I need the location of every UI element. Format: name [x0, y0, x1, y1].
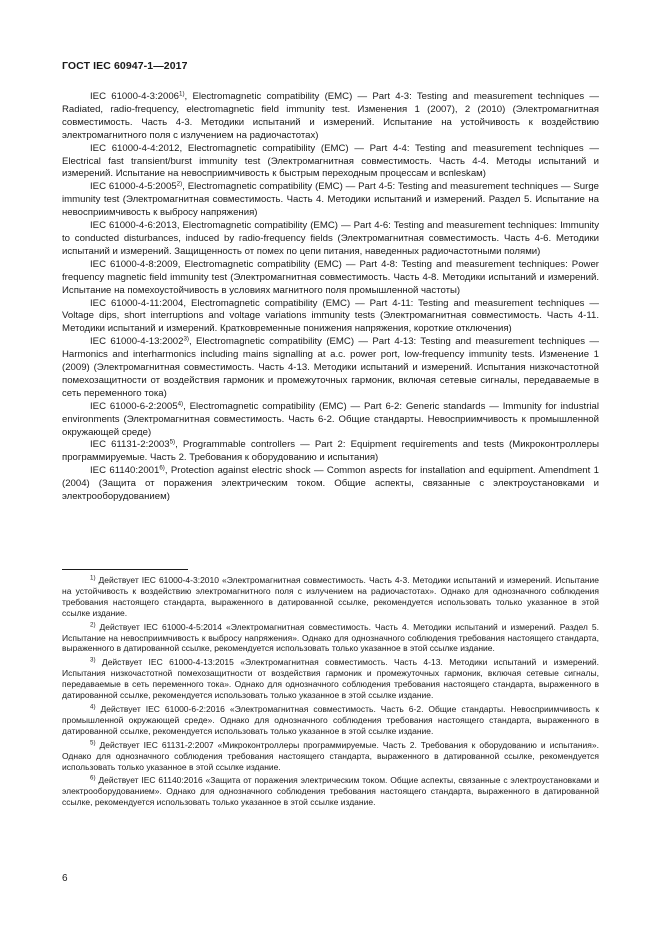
footnote-mark: 4)	[90, 703, 96, 711]
footnote	[62, 740, 599, 773]
footnote-mark: 3)	[183, 335, 189, 343]
footnote-mark: 1)	[179, 90, 185, 98]
reference-code: IEC 61000-4-8:2009	[90, 258, 178, 270]
footnote-mark: 6)	[159, 464, 165, 472]
footnote	[62, 704, 599, 737]
footnote-mark: 3)	[90, 656, 96, 664]
footnote	[62, 657, 599, 701]
footnotes-list	[62, 575, 599, 811]
reference-entry	[62, 143, 599, 182]
reference-entry	[62, 401, 599, 440]
reference-text: , Electromagnetic compatibility (EMC) — Part 4-8: Testing and measurement techniques: Power frequency magnetic field immunity test (Электромагнитная совместимость. Часть 4-8. Методики испытаний и измерений. Испытание на помехоустойчивость в условиях магнитного поля промышленной частоты)	[62, 258, 599, 296]
reference-entry	[62, 439, 599, 465]
footnote-divider	[62, 569, 188, 570]
reference-text: , Programmable controllers — Part 2: Equipment requirements and tests (Микроконтроллеры программируемые. Часть 2. Требования к оборудованию и испытания)	[62, 439, 599, 464]
reference-code: IEC 61000-4-6:2013	[90, 220, 177, 232]
reference-text: , Electromagnetic compatibility (EMC) — Part 4-4: Testing and measurement techniques — Electrical fast transient/burst immunity test (Электромагнитная совместимость. Часть 4-4. Методы испытаний и измерений. Испытание на невосприимчивость к быстрым переходным процессам и вспleskам)	[62, 142, 599, 180]
reference-entry	[62, 336, 599, 401]
footnote-mark: 4)	[177, 400, 184, 408]
reference-entry	[62, 91, 599, 143]
footnote	[62, 775, 599, 808]
footnote-text: Действует IEC 61000-4-3:2010 «Электромагнитная совместимость. Часть 4-3. Методики испытаний и измерений. Испытание на устойчивость к воздействию электромагнитного поля с излучением на радиочастотах». Однако для однозначного соблюдения требования настоящего стандарта, выраженного в датированной ссылке, рекомендуется использовать только указанное в этой ссылке издание.	[62, 575, 599, 618]
reference-code: IEC 61000-4-3:2006	[90, 91, 180, 102]
footnote-text: Действует IEC 61140:2016 «Защита от поражения электрическим током. Общие аспекты, связанные с электроустановками и электрооборудованием». Однако для однозначного соблюдения требования настоящего стандарта, выраженного в датированной ссылке, рекомендуется использовать только указанное в этой ссылке издание.	[62, 775, 599, 808]
reference-text: , Electromagnetic compatibility (EMC) — Part 4-6: Testing and measurement techniques: Immunity to conducted disturbances, induced by radio-frequency fields (Электромагнитная совместимость. Часть 4-6. Методики испытаний и измерений. Защищенность от помех по цепи питания, наведенных радиочастотными полями)	[62, 220, 600, 257]
reference-text: , Protection against electric shock — Common aspects for installation and equipment. Amendment 1 (2004) (Защита от поражения электрическим током. Общие аспекты, связанные с электроустановками и электрооборудованием)	[62, 465, 599, 503]
reference-code: IEC 61000-4-4:2012	[90, 142, 180, 154]
footnote	[62, 575, 599, 619]
footnote-text: Действует IEC 61000-4-13:2015 «Электромагнитная совместимость. Часть 4-13. Методики испытаний и измерений. Испытания низкочастотной помехозащитности от воздействия гармоник и промежуточных гармоник, включая сетевые сигналы, передаваемые в сеть переменного тока». Однако для однозначного соблюдения требования настоящего стандарта, выраженного в датированной ссылке, рекомендуется использовать только указанное в этой ссылке издание.	[62, 657, 599, 701]
reference-code: IEC 61000-4-13:2002	[90, 336, 184, 348]
reference-code: IEC 61000-4-11:2004	[90, 297, 184, 309]
page-header-title: ГОСТ IEC 60947-1—2017	[62, 60, 188, 72]
reference-text: , Electromagnetic compatibility (EMC) — Part 4-5: Testing and measurement techniques — Surge immunity test (Электромагнитная совместимость. Часть 4. Методики испытаний и измерений. Раздел 5. Испытание на невосприимчивость к выбросу напряжения)	[62, 181, 600, 219]
footnote-mark: 2)	[90, 621, 96, 629]
reference-code: IEC 61000-4-5:2005	[90, 181, 177, 193]
footnote-mark: 5)	[169, 438, 176, 446]
footnote-text: Действует IEC 61000-6-2:2016 «Электромагнитная совместимость. Часть 6-2. Общие стандарты. Невосприимчивость к промышленной окружающей среде». Однако для однозначного соблюдения требования настоящего стандарта, выраженного в датированной ссылке, рекомендуется использовать только указанное в этой ссылке издание.	[62, 703, 599, 736]
page-number: 6	[62, 873, 68, 884]
reference-entry	[62, 220, 599, 259]
reference-code: IEC 61131-2:2003	[90, 439, 170, 451]
footnote-text: Действует IEC 61131-2:2007 «Микроконтроллеры программируемые. Часть 2. Требования к оборудованию и испытания». Однако для однозначного соблюдения требования настоящего стандарта, выраженного в датированной ссылке, рекомендуется использовать только указанное в этой ссылке издание.	[62, 739, 599, 772]
reference-text: , Electromagnetic compatibility (EMC) — Part 6-2: Generic standards — Immunity for industrial environments (Электромагнитная совместимость. Часть 6-2. Общие стандарты. Невосприимчивость к промышленной окружающей среде)	[62, 400, 599, 438]
reference-entry	[62, 298, 599, 337]
normative-references-list	[62, 91, 599, 504]
footnote	[62, 622, 599, 655]
reference-entry	[62, 181, 599, 220]
footnote-mark: 5)	[90, 739, 96, 747]
footnote-mark: 6)	[90, 774, 96, 782]
reference-entry	[62, 259, 599, 298]
reference-code: IEC 61000-6-2:2005	[90, 400, 178, 412]
reference-code: IEC 61140:2001	[90, 465, 160, 477]
reference-text: , Electromagnetic compatibility (EMC) — Part 4-11: Testing and measurement techniques — Voltage dips, short interruptions and voltage variations immunity tests (Электромагнитная совместимость. Часть 4-11. Методики испытаний и измерений. Кратковременные понижения напряжения, короткие отключения)	[62, 297, 599, 335]
reference-text: , Electromagnetic compatibility (EMC) — Part 4-3: Testing and measurement techniques — Radiated, radio-frequency, electromagnetic field immunity test. Изменения 1 (2007), 2 (2010) (Электромагнитная совместимость. Часть 4-3. Методики испытаний и измерений. Испытание на устойчивость к воздействию электромагнитного поля с излучением на радиочастотах)	[62, 91, 600, 141]
footnote-text: Действует IEC 61000-4-5:2014 «Электромагнитная совместимость. Часть 4. Методики испытаний и измерений. Раздел 5. Испытание на невосприимчивость к выбросу напряжения». Однако для однозначного соблюдения требования настоящего стандарта, выраженного в датированной ссылке, рекомендуется использовать только указанное в этой ссылке издание.	[62, 621, 599, 654]
reference-entry	[62, 465, 599, 504]
footnote-mark: 1)	[90, 574, 96, 582]
footnote-mark: 2)	[176, 180, 183, 188]
reference-text: , Electromagnetic compatibility (EMC) — Part 4-13: Testing and measurement techniques — Harmonics and interharmonics including mains signalling at a.c. power port, low-frequency immunity tests. Изменение 1 (2009) (Электромагнитная совместимость. Часть 4-13. Методики испытаний и измерений. Испытания низкочастотной помехозащитности от воздействия гармоник и промежуточных гармоник, включая сетевые сигналы, передаваемые в сеть переменного тока)	[62, 336, 599, 399]
